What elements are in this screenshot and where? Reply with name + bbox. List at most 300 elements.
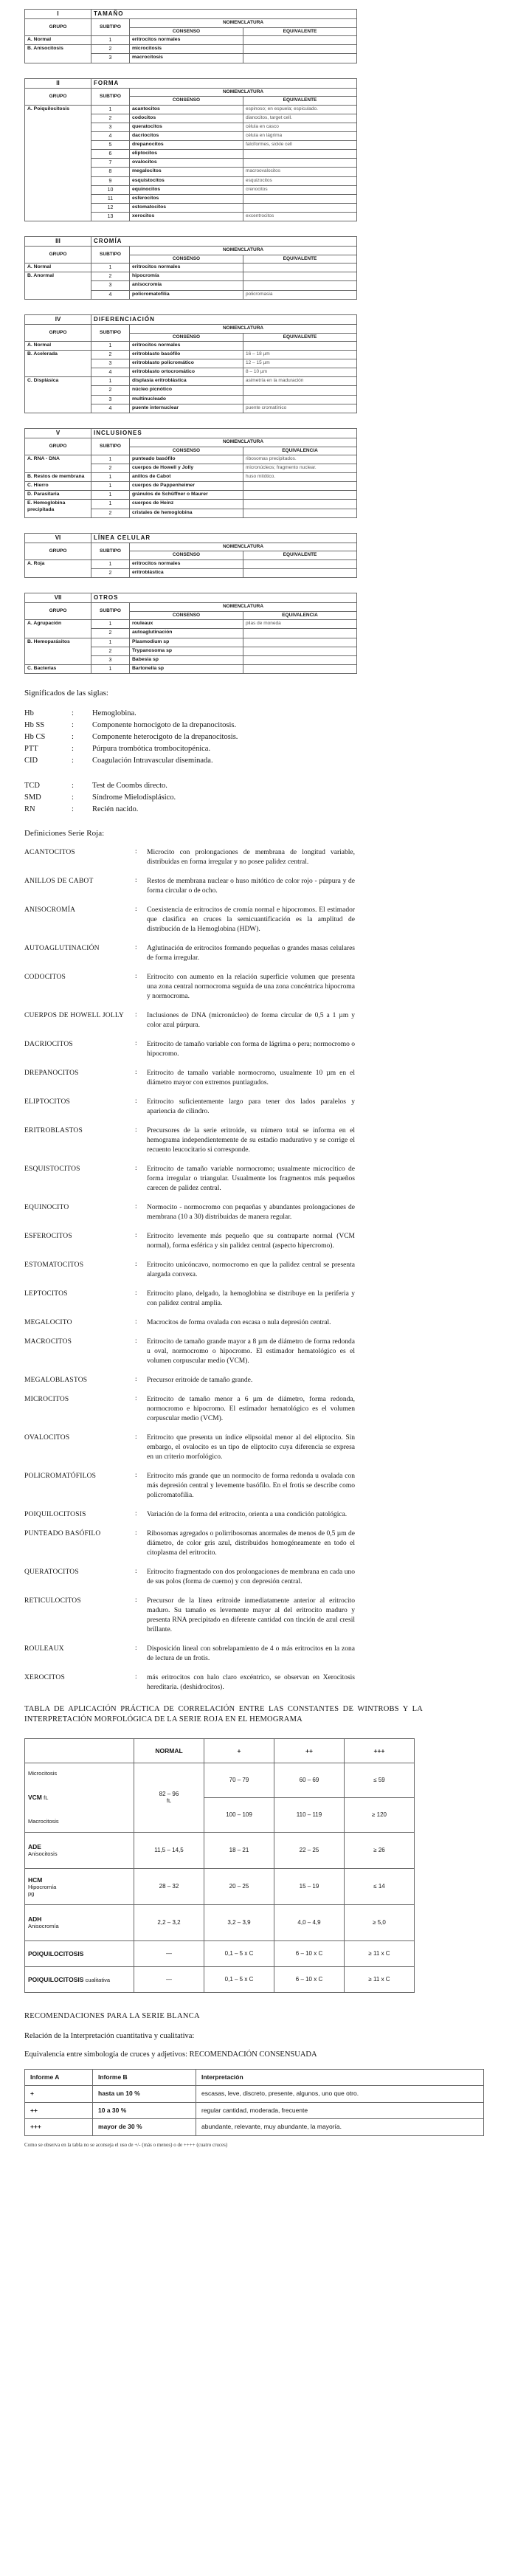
subtipo-cell: 1 — [91, 500, 130, 509]
morphology-table-VI — [24, 533, 357, 578]
colon: : — [135, 905, 137, 913]
col-nomenclatura: NOMENCLATURA — [130, 325, 357, 333]
vcm-micro-plus3-cell: ≤ 59 — [345, 1763, 415, 1797]
grupo-cell: B. Restos de membrana — [25, 473, 91, 482]
subtipo-cell: 2 — [91, 509, 130, 517]
consenso-cell: Plasmodium sp — [130, 638, 243, 647]
vcm-macro-plus1-cell: 100 – 109 — [204, 1797, 274, 1832]
definition-term: AUTOAGLUTINACIÓN — [24, 944, 100, 952]
col-equivalente: EQUIVALENTE — [243, 551, 357, 559]
table-number: II — [25, 78, 91, 88]
informe-b-cell: 10 a 30 % — [93, 2102, 196, 2118]
table-title-row — [25, 428, 357, 438]
equivalente-cell — [243, 559, 357, 568]
colon: : — [135, 1596, 137, 1604]
abbreviation-meaning: Síndrome Mielodisplásico. — [92, 793, 176, 802]
table-header-row — [25, 603, 357, 611]
definition-term: CUERPOS DE HOWELL JOLLY — [24, 1011, 124, 1019]
table-title: CROMÍA — [91, 237, 357, 247]
equivalente-cell — [243, 36, 357, 45]
table-header-row — [25, 247, 357, 255]
col-grupo: GRUPO — [25, 19, 91, 36]
colon: : — [135, 1433, 137, 1441]
vcm-micro-plus1-cell: 70 – 79 — [204, 1763, 274, 1797]
definition-row — [24, 877, 485, 896]
definition-text: Eritrocito suficientemente largo para tener dos lados paralelos y apariencia de cilindro. — [147, 1098, 355, 1115]
equivalente-cell — [243, 491, 357, 500]
equivalente-cell — [243, 629, 357, 638]
vcm-normal-cell — [134, 1763, 204, 1832]
subtipo-cell: 10 — [91, 185, 130, 194]
abbreviation-row — [24, 755, 485, 767]
grupo-cell: B. Anormal — [25, 272, 91, 299]
colon: : — [135, 1318, 137, 1326]
table-title: DIFERENCIACIÓN — [91, 314, 357, 324]
equivalente-cell: 12 – 15 µm — [243, 359, 357, 368]
equivalente-cell: dianocitos, target cell. — [243, 114, 357, 123]
definition-text: Coexistencia de eritrocitos de cromía normal e hipocromos. El estimador que clasifica en cruces la semicuantificación es la amplitud de distribución de la Hemoglobina (HDW). — [147, 906, 355, 933]
definition-text: Precursor de la línea eritroide inmediatamente anterior al eritrocito maduro. Su tamaño es levemente mayor al del eritrocito maduro y presenta RNA precipitado en diferente cantidad con tinción de azul cresil brillante. — [147, 1597, 355, 1633]
subtipo-cell: 2 — [91, 568, 130, 577]
definition-term: ELIPTOCITOS — [24, 1098, 71, 1106]
subtipo-cell: 3 — [91, 54, 130, 63]
equivalente-cell: macroovalocitos — [243, 168, 357, 176]
consenso-cell: anillos de Cabot — [130, 473, 243, 482]
table-row — [25, 377, 357, 386]
consenso-cell: policromatofilia — [130, 290, 243, 299]
table-row — [25, 482, 357, 491]
hcm-label-cell — [25, 1868, 134, 1904]
col-subtipo: SUBTIPO — [91, 438, 130, 455]
vcm-param-line — [28, 1794, 131, 1801]
definition-text: Eritrocito de tamaño menor a 6 µm de diámetro, forma redonda, normocromo e hipocromo. El estimador hematológico es el volumen corpuscular medio (VCM). — [147, 1395, 355, 1422]
equivalente-cell — [243, 655, 357, 664]
table-header-row — [25, 88, 357, 96]
informe-a-cell: ++ — [25, 2102, 93, 2118]
col-nomenclatura: NOMENCLATURA — [130, 247, 357, 255]
definition-text: Normocito - normocromo con pequeñas y abundantes prolongaciones de membrana (10 a 30) distribuidas de manera regular. — [147, 1203, 355, 1221]
subtipo-cell: 2 — [91, 464, 130, 473]
table-number: III — [25, 237, 91, 247]
table-title: FORMA — [91, 78, 357, 88]
consenso-cell: eritrocitos normales — [130, 36, 243, 45]
subtipo-cell: 2 — [91, 647, 130, 655]
definition-row — [24, 1472, 485, 1501]
equivalente-cell — [243, 638, 357, 647]
colon: : — [135, 1260, 137, 1268]
abbreviation-row — [24, 804, 485, 816]
definition-row — [24, 1232, 485, 1251]
colon: : — [135, 943, 137, 951]
interpretacion-cell: escasas, leve, discreto, presente, algunos, uno que otro. — [196, 2086, 484, 2102]
equivalente-cell: pilas de moneda — [243, 620, 357, 629]
interpretacion-cell: abundante, relevante, muy abundante, la mayoría. — [196, 2119, 484, 2135]
consenso-cell: autoaglutinación — [130, 629, 243, 638]
adh-row — [25, 1904, 415, 1940]
abbreviation-meaning: Componente homocigoto de la drepanocitosis. — [92, 720, 237, 729]
col-subtipo: SUBTIPO — [91, 247, 130, 264]
equivalente-cell: policromasia — [243, 290, 357, 299]
col-grupo: GRUPO — [25, 603, 91, 620]
poiq-label: POIQUILOCITOSIS — [28, 1949, 84, 1957]
subtipo-cell: 1 — [91, 341, 130, 350]
abbreviation: PTT — [24, 744, 38, 753]
grupo-cell: C. Bacterias — [25, 664, 91, 673]
table-row — [25, 455, 357, 464]
equivalente-cell — [243, 150, 357, 159]
equivalente-cell: puente cromatínico — [243, 404, 357, 413]
consenso-cell: esquistocitos — [130, 176, 243, 185]
definition-row — [24, 1597, 485, 1635]
grupo-cell: B. Hemoparásitos — [25, 638, 91, 664]
colon: : — [72, 781, 74, 790]
consenso-cell: cristales de hemoglobina — [130, 509, 243, 517]
consenso-cell: equinocitos — [130, 185, 243, 194]
poiq2-normal-cell: — — [134, 1966, 204, 1992]
definition-term: MICROCITOS — [24, 1395, 69, 1403]
table-row — [25, 491, 357, 500]
consenso-cell: estomatocitos — [130, 203, 243, 212]
table-title: TAMAÑO — [91, 10, 357, 19]
col-grupo: GRUPO — [25, 543, 91, 560]
table-title-row — [25, 533, 357, 543]
informe-a-cell: + — [25, 2086, 93, 2102]
subtipo-cell: 2 — [91, 386, 130, 395]
col-grupo: GRUPO — [25, 247, 91, 264]
definition-row — [24, 1011, 485, 1030]
definition-term: ANISOCROMÍA — [24, 906, 76, 914]
subtipo-cell: 1 — [91, 491, 130, 500]
consenso-cell: Bartonella sp — [130, 664, 243, 673]
col-consenso: CONSENSO — [130, 447, 243, 455]
definition-term: ESQUISTOCITOS — [24, 1165, 80, 1173]
equivalente-cell — [243, 664, 357, 673]
equivalente-cell: espinoso; en espuela; espiculado. — [243, 105, 357, 114]
table-title: LÍNEA CELULAR — [91, 533, 357, 543]
colon: : — [135, 1039, 137, 1047]
poiq2-plus3-cell: ≥ 11 x C — [345, 1966, 415, 1992]
equiv-header: Interpretación — [196, 2069, 484, 2085]
colon: : — [135, 1164, 137, 1172]
definition-text: más eritrocitos con halo claro excéntrico, se observan en Xerocitosis hereditaria. (deshidrocitos). — [147, 1673, 355, 1691]
colon: : — [135, 876, 137, 884]
definition-row — [24, 1529, 485, 1558]
equivalente-cell — [243, 264, 357, 272]
equivalente-cell — [243, 482, 357, 491]
equivalente-cell — [243, 509, 357, 517]
definition-term: CODOCITOS — [24, 973, 66, 981]
grupo-cell: A. Normal — [25, 36, 91, 45]
hcm-normal-cell: 28 – 32 — [134, 1868, 204, 1904]
consenso-cell: multinucleado — [130, 395, 243, 404]
col-equivalente: EQUIVALENCIA — [243, 611, 357, 619]
table-row — [25, 638, 357, 647]
equivalente-cell — [243, 386, 357, 395]
subtipo-cell: 1 — [91, 559, 130, 568]
definition-text: Eritrocito de tamaño variable normocromo, usualmente 10 µm en el diámetro mayor con extremos puntiagudos. — [147, 1069, 355, 1086]
definition-text: Disposición lineal con sobrelapamiento de 4 o más eritrocitos en la zona de lectura de un frotis. — [147, 1645, 355, 1662]
table-header-row — [25, 19, 357, 27]
colon: : — [72, 720, 74, 729]
definition-row — [24, 1433, 485, 1462]
abbreviation: Hb — [24, 709, 34, 717]
subtipo-cell: 8 — [91, 168, 130, 176]
consenso-cell: eliptocitos — [130, 150, 243, 159]
col-consenso: CONSENSO — [130, 551, 243, 559]
colon: : — [135, 1567, 137, 1575]
ade-normal-cell: 11,5 – 14,5 — [134, 1832, 204, 1868]
definition-term: DACRIOCITOS — [24, 1040, 73, 1048]
table-number: VI — [25, 533, 91, 543]
definition-text: Eritrocito con aumento en la relación superficie volumen que presenta una zona central normocroma seguida de una zona concéntrica hipocroma y normocroma. — [147, 973, 355, 1000]
colon: : — [135, 1010, 137, 1019]
subtipo-cell: 12 — [91, 203, 130, 212]
table-title-row — [25, 78, 357, 88]
colon: : — [135, 1068, 137, 1076]
equivalente-cell — [243, 281, 357, 290]
informe-b-cell: mayor de 30 % — [93, 2119, 196, 2135]
definition-text: Eritrocito más grande que un normocito de forma redonda u ovalada con más depresión central y levemente basófilo. En el frotis se describe como policromatofilia. — [147, 1472, 355, 1499]
col-grupo: GRUPO — [25, 88, 91, 105]
abbreviation: Hb SS — [24, 720, 45, 729]
col-consenso: CONSENSO — [130, 97, 243, 105]
equiv-header: Informe B — [93, 2069, 196, 2085]
subtipo-cell: 1 — [91, 105, 130, 114]
col-equivalente: EQUIVALENTE — [243, 255, 357, 263]
poiq-plus2-cell: 6 – 10 x C — [274, 1940, 345, 1966]
poiquilocitosis-row — [25, 1940, 415, 1966]
equivalente-cell: falciformes, sickle cell — [243, 141, 357, 150]
abbreviation: TCD — [24, 781, 40, 790]
colon: : — [72, 709, 74, 717]
col-nomenclatura: NOMENCLATURA — [130, 19, 357, 27]
equivalente-cell: excentrocitos — [243, 212, 357, 221]
equivalente-cell: crenocitos — [243, 185, 357, 194]
subtipo-cell: 1 — [91, 473, 130, 482]
subtipo-cell: 3 — [91, 359, 130, 368]
subtipo-cell: 3 — [91, 123, 130, 132]
table-row — [25, 500, 357, 509]
definitions-section — [24, 829, 485, 1692]
abbreviation-group — [24, 708, 485, 767]
col-consenso: CONSENSO — [130, 611, 243, 619]
vcm-microcitosis-row — [25, 1763, 415, 1797]
poiq2-plus1-cell: 0,1 – 5 x C — [204, 1966, 274, 1992]
definition-row — [24, 1203, 485, 1222]
equivalente-cell — [243, 54, 357, 63]
serie-blanca-heading: RECOMENDACIONES PARA LA SERIE BLANCA — [24, 2011, 200, 2020]
consenso-cell: anisocromía — [130, 281, 243, 290]
subtipo-cell: 3 — [91, 395, 130, 404]
equivalente-cell: ribosomas precipitados. — [243, 455, 357, 464]
grupo-cell: B. Acelerada — [25, 351, 91, 377]
equivalente-cell: huso mitótico. — [243, 473, 357, 482]
consenso-cell: codocitos — [130, 114, 243, 123]
consenso-cell: displasia eritroblástica — [130, 377, 243, 386]
definition-text: Aglutinación de eritrocitos formando pequeñas o grandes masas celulares de forma irregular. — [147, 944, 355, 962]
wintrobe-table — [24, 1738, 415, 1993]
consenso-cell: dacriocitos — [130, 132, 243, 141]
vcm-label-stack — [28, 1770, 131, 1825]
table-title-row — [25, 10, 357, 19]
definition-row — [24, 1261, 485, 1280]
consenso-cell: xerocitos — [130, 212, 243, 221]
consenso-cell: macrocitosis — [130, 54, 243, 63]
ade-row — [25, 1832, 415, 1868]
ade-label: ADE — [28, 1843, 41, 1851]
definition-text: Restos de membrana nuclear o huso mitótico de color rojo - púrpura y de forma circular o de ocho. — [147, 877, 355, 895]
table-row — [25, 264, 357, 272]
consenso-cell: gránulos de Schüffner o Maurer — [130, 491, 243, 500]
vcm-label: VCM — [28, 1794, 42, 1802]
grupo-cell: A. Agrupación — [25, 620, 91, 638]
equivalente-cell — [243, 194, 357, 203]
definition-text: Eritrocito unicóncavo, normocromo en que la palidez central se presenta alargada convexa. — [147, 1261, 355, 1278]
adh-label-cell — [25, 1904, 134, 1940]
col-equivalente: EQUIVALENTE — [243, 333, 357, 341]
poiq2-label: POIQUILOCITOSIS — [28, 1975, 84, 1983]
equivalente-cell: 16 – 18 µm — [243, 351, 357, 359]
consenso-cell: Babesia sp — [130, 655, 243, 664]
table-row — [25, 341, 357, 350]
adh-plus1-cell: 3,2 – 3,9 — [204, 1904, 274, 1940]
definition-term: EQUINOCITO — [24, 1203, 69, 1211]
subtipo-cell: 1 — [91, 36, 130, 45]
definition-term: ACANTOCITOS — [24, 848, 75, 856]
definition-row — [24, 944, 485, 963]
definition-term: PUNTEADO BASÓFILO — [24, 1529, 101, 1537]
grupo-cell: A. Poiquilocitosis — [25, 105, 91, 221]
wintrobe-header-plus2: ++ — [274, 1738, 345, 1763]
definition-row — [24, 1289, 485, 1309]
abbreviation-meaning: Test de Coombs directo. — [92, 781, 167, 790]
definition-row — [24, 1126, 485, 1155]
definition-text: Eritrocito fragmentado con dos prolongaciones de membrana en cada uno de sus polos (forma de cuerno) y con depresión central. — [147, 1568, 355, 1585]
consenso-cell: Trypanosoma sp — [130, 647, 243, 655]
hcm-plus3-cell: ≤ 14 — [345, 1868, 415, 1904]
definition-row — [24, 1395, 485, 1424]
colon: : — [72, 756, 74, 765]
equivalente-cell — [243, 341, 357, 350]
subtipo-cell: 3 — [91, 655, 130, 664]
colon: : — [135, 1644, 137, 1652]
col-grupo: GRUPO — [25, 325, 91, 342]
vcm-normal-unit: fL — [166, 1797, 172, 1805]
grupo-cell: C. Displásica — [25, 377, 91, 413]
colon: : — [135, 847, 137, 855]
definition-term: ANILLOS DE CABOT — [24, 877, 94, 885]
relacion-line: Relación de la Interpretación cuantitativa y cualitativa: — [24, 2031, 195, 2040]
definition-term: DREPANOCITOS — [24, 1069, 79, 1077]
wintrobe-header-plus1: + — [204, 1738, 274, 1763]
subtipo-cell: 1 — [91, 664, 130, 673]
adh-label: ADH — [28, 1915, 42, 1924]
consenso-cell: eritrocitos normales — [130, 264, 243, 272]
equivalente-cell: esquizocitos — [243, 176, 357, 185]
definition-text: Eritrocito de tamaño grande mayor a 8 µm de diámetro de forma redonda u oval, normocromo o hipocromo. El estimador hematológico es el volumen corpuscular medio (VCM). — [147, 1337, 355, 1365]
equivalente-cell: célula en lágrima — [243, 132, 357, 141]
definition-term: POIQUILOCITOSIS — [24, 1510, 86, 1518]
table-row — [25, 105, 357, 114]
equivalente-cell: micronúcleos; fragmento nuclear. — [243, 464, 357, 473]
definition-row — [24, 1165, 485, 1194]
col-subtipo: SUBTIPO — [91, 543, 130, 560]
subtipo-cell: 4 — [91, 368, 130, 377]
definition-row — [24, 848, 485, 867]
consenso-cell: drepanocitos — [130, 141, 243, 150]
ade-plus1-cell: 18 – 21 — [204, 1832, 274, 1868]
definition-term: LEPTOCITOS — [24, 1289, 68, 1298]
ade-plus2-cell: 22 – 25 — [274, 1832, 345, 1868]
col-subtipo: SUBTIPO — [91, 88, 130, 105]
equivalencia-table-head — [25, 2069, 484, 2085]
subtipo-cell: 1 — [91, 620, 130, 629]
consenso-cell: núcleo picnótico — [130, 386, 243, 395]
grupo-cell: A. RNA - DNA — [25, 455, 91, 472]
hcm-plus2-cell: 15 – 19 — [274, 1868, 345, 1904]
table-number: VII — [25, 593, 91, 603]
grupo-cell: D. Parasitaria — [25, 491, 91, 500]
abbreviation-groups — [24, 708, 485, 816]
subtipo-cell: 1 — [91, 638, 130, 647]
equivalente-cell: 8 – 10 µm — [243, 368, 357, 377]
consenso-cell: eritrocitos normales — [130, 341, 243, 350]
colon: : — [135, 1289, 137, 1297]
table-title-row — [25, 314, 357, 324]
vcm-macro-plus2-cell: 110 – 119 — [274, 1797, 345, 1832]
colon: : — [135, 1673, 137, 1681]
poiq-plus3-cell: ≥ 11 x C — [345, 1940, 415, 1966]
definition-row — [24, 1040, 485, 1059]
grupo-cell: A. Normal — [25, 264, 91, 272]
col-nomenclatura: NOMENCLATURA — [130, 88, 357, 96]
subtipo-cell: 1 — [91, 377, 130, 386]
adh-plus3-cell: ≥ 5,0 — [345, 1904, 415, 1940]
table-title-row — [25, 237, 357, 247]
abbreviations-heading: Significados de las siglas: — [24, 688, 108, 698]
table-row — [25, 45, 357, 54]
abbreviation-row — [24, 708, 485, 720]
definition-term: ROULEAUX — [24, 1645, 64, 1653]
adh-plus2-cell: 4,0 – 4,9 — [274, 1904, 345, 1940]
table-row — [25, 36, 357, 45]
equivalente-cell — [243, 395, 357, 404]
equiv-header-row — [25, 2069, 484, 2085]
consenso-cell: eritroblástica — [130, 568, 243, 577]
equivalente-cell — [243, 159, 357, 168]
col-subtipo: SUBTIPO — [91, 19, 130, 36]
colon: : — [135, 1471, 137, 1479]
table-title: INCLUSIONES — [91, 428, 357, 438]
definition-row — [24, 973, 485, 1002]
wintrobe-header-plus3: +++ — [345, 1738, 415, 1763]
col-subtipo: SUBTIPO — [91, 325, 130, 342]
definition-term: QUERATOCITOS — [24, 1568, 79, 1576]
subtipo-cell: 5 — [91, 141, 130, 150]
microcitosis-label: Microcitosis — [28, 1770, 58, 1777]
equivalente-cell — [243, 647, 357, 655]
definition-term: MEGALOBLASTOS — [24, 1376, 88, 1384]
consenso-cell: eritroblasto ortocromático — [130, 368, 243, 377]
grupo-cell: A. Normal — [25, 341, 91, 350]
col-grupo: GRUPO — [25, 438, 91, 455]
abbreviation-row — [24, 731, 485, 743]
subtipo-cell: 4 — [91, 290, 130, 299]
subtipo-cell: 2 — [91, 45, 130, 54]
table-header-row — [25, 325, 357, 333]
definition-term: OVALOCITOS — [24, 1433, 70, 1442]
consenso-cell: eritroblasto basófilo — [130, 351, 243, 359]
